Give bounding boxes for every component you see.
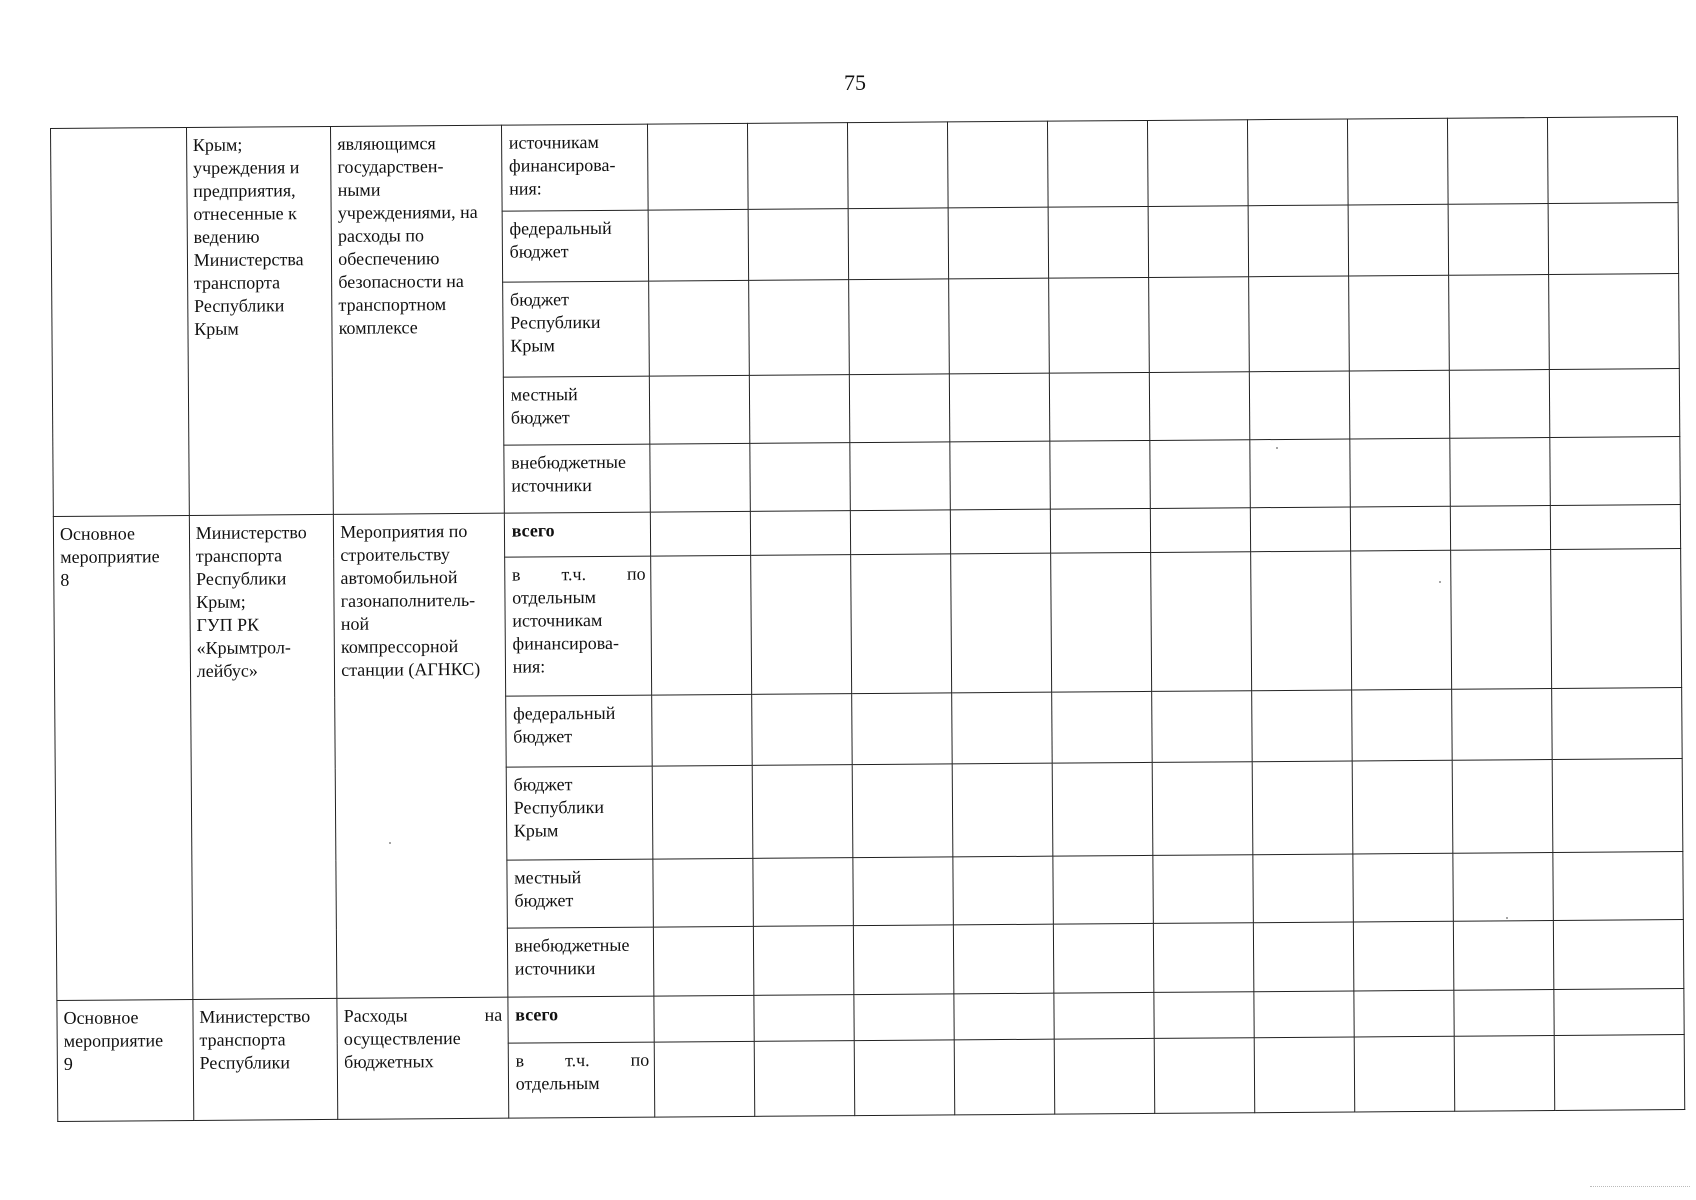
measure-cell [57,999,194,1121]
cell-text-line: газонаполнитель- [340,590,476,612]
cell-text-line: всего [515,1003,559,1025]
amount-cell [1550,505,1681,550]
funding-source-cell [501,124,648,211]
amount-cell [1053,924,1153,993]
amount-cell [1049,277,1150,373]
amount-cell [848,122,949,209]
amount-cell [851,554,952,694]
amount-cell [1149,371,1249,440]
amount-cell [1450,550,1551,690]
amount-cell [750,374,850,443]
measure-cell [53,516,192,1000]
cell-text-line: мероприятие [60,546,160,568]
amount-cell [1147,120,1248,207]
amount-cell [1052,692,1152,763]
amount-cell [1549,436,1680,505]
cell-text-line: бюджет [509,241,569,262]
description-cell [331,125,504,515]
cell-text-line: лейбус» [196,660,258,682]
amount-cell [1048,206,1148,277]
amount-cell [748,123,849,210]
amount-cell [651,556,752,696]
amount-cell [1448,274,1549,370]
amount-cell [1254,991,1354,1038]
cell-text-line: компрессорной [340,636,459,658]
amount-cell [1347,118,1448,205]
amount-cell [1153,854,1253,923]
amount-cell [854,925,954,994]
cell-text-line: внебюджетные [514,934,630,956]
amount-cell [948,121,1049,208]
amount-cell [1154,1038,1254,1114]
description-cell [337,997,508,1120]
amount-cell [851,510,951,555]
amount-cell [751,511,851,556]
amount-cell [754,1041,854,1117]
cell-text-line: строительству [340,544,450,566]
cell-text-line: Основное [59,523,136,545]
cell-text-line: ния: [512,656,546,678]
cell-text-line: бюджетных [343,1050,434,1072]
amount-cell [1350,507,1450,552]
amount-cell [1352,760,1453,853]
amount-cell [753,857,853,926]
amount-cell [949,278,1050,374]
amount-cell [848,208,948,279]
cell-text-line: финансирова- [512,633,620,655]
amount-cell [754,994,854,1041]
cell-text-line: бюджет [513,774,573,795]
amount-cell [1447,118,1548,205]
amount-cell [1548,273,1679,369]
cell-text-line: транспорта [195,545,283,567]
cell-text-line: комплексе [338,317,418,338]
amount-cell [954,1039,1054,1115]
amount-cell [654,927,754,996]
cell-text-line: источникам [508,131,599,153]
amount-cell [1449,369,1549,438]
amount-cell [1050,440,1150,509]
amount-cell [1247,119,1348,206]
amount-cell [952,693,1052,764]
amount-cell [1548,203,1679,275]
cell-text-line: предприятия, [193,180,296,201]
funding-source-cell [504,444,651,513]
amount-cell [1151,552,1252,692]
cell-text-line: федеральный [512,703,616,725]
amount-cell [1252,690,1352,761]
cell-text-line: мероприятие [63,1029,164,1051]
amount-cell [950,441,1050,510]
amount-cell [1251,551,1352,691]
amount-cell [1551,688,1682,760]
cell-text-line: государствен- [337,156,444,177]
page-number: 75 [844,70,866,95]
amount-cell [650,443,750,512]
amount-cell [653,858,753,927]
amount-cell [854,1040,954,1116]
amount-cell [751,555,852,695]
amount-cell [752,694,852,765]
cell-text-line: в т.ч. по [515,1049,650,1071]
amount-cell [1554,1034,1685,1110]
cell-text-line: ГУП РК [196,614,260,636]
amount-cell [1454,989,1554,1036]
cell-text-line: транспорта [199,1028,286,1050]
cell-text-line: Крым [513,820,559,841]
cell-text-line: транспорта [193,272,281,293]
amount-cell [1354,1036,1454,1112]
amount-cell [1150,440,1250,509]
cell-text-line: Крым [194,318,239,339]
cell-text-line: автомобильной [340,567,458,589]
cell-text-line: Мероприятия по [340,521,468,543]
cell-text-line: Основное [63,1006,139,1028]
amount-cell [1351,690,1451,761]
amount-cell [953,856,1053,925]
amount-cell [951,554,1052,694]
cell-text-line: федеральный [509,217,612,239]
amount-cell [648,209,748,280]
amount-cell [1154,991,1254,1038]
cell-text-line: бюджет [510,406,570,428]
amount-cell [852,764,953,857]
amount-cell [1353,921,1453,990]
amount-cell [749,279,850,375]
responsible-cell [186,126,333,515]
scan-speck [1506,917,1508,919]
amount-cell [1051,553,1152,693]
amount-cell [1348,204,1448,275]
cell-text-line: расходы по [337,225,424,246]
amount-cell [1054,1038,1154,1114]
cell-text-line: безопасности на [338,270,464,292]
funding-source-cell [507,859,654,928]
cell-text-line: источники [511,474,592,496]
amount-cell [653,765,754,858]
cell-text-line: 8 [60,570,70,591]
amount-cell [1049,372,1149,441]
amount-cell [1552,851,1683,920]
funding-source-cell [508,1042,655,1118]
cell-text-line: отнесенные к [193,203,297,224]
amount-cell [1353,853,1453,922]
amount-cell [1453,921,1553,990]
measure-cell [51,128,190,517]
amount-cell [1553,920,1684,989]
amount-cell [648,123,749,210]
cell-text-line: бюджет [514,889,574,911]
amount-cell [1549,368,1680,437]
cell-text-line: ной [340,614,370,635]
amount-cell [654,995,754,1042]
cell-text-line: являющимся [337,133,436,154]
amount-cell [954,993,1054,1040]
table-row [51,117,1679,215]
scan-speck [389,842,391,844]
amount-cell [852,693,952,764]
scan-speck [1276,447,1278,449]
cell-text-line: местный [510,383,578,405]
amount-cell [1248,276,1349,372]
amount-cell [750,443,850,512]
responsible-cell [189,515,337,999]
amount-cell [1250,507,1350,552]
funding-source-cell [507,927,654,996]
amount-cell [1148,206,1248,277]
cell-text-line: ния: [509,178,542,199]
amount-cell [948,207,1048,278]
cell-text-line: транспортном [338,294,447,315]
financing-table [50,116,1685,1122]
amount-cell [1450,437,1550,506]
amount-cell [1249,371,1349,440]
amount-cell [1452,760,1553,853]
cell-text-line: Министерство [195,522,307,544]
amount-cell [1054,992,1154,1039]
funding-source-cell [506,766,653,860]
amount-cell [1350,438,1450,507]
amount-cell [1253,854,1353,923]
cell-text-line: Республики [199,1051,290,1073]
amount-cell [1252,761,1353,854]
cell-text-line: всего [511,520,555,541]
amount-cell [1553,988,1684,1035]
amount-cell [1547,117,1678,204]
amount-cell [1350,551,1451,691]
amount-cell [953,924,1053,993]
cell-text-line: источники [514,958,596,979]
amount-cell [651,512,751,557]
cell-text-line: местный [514,866,582,888]
amount-cell [950,510,1050,555]
scan-speck [1439,581,1441,583]
cell-text-line: Министерство [199,1005,311,1027]
funding-source-cell [504,557,652,697]
cell-text-line: отдельным [512,587,597,609]
cell-text-line: обеспечению [338,248,440,269]
funding-source-cell [503,376,650,445]
cell-text-line: источникам [512,610,603,632]
amount-cell [1550,549,1681,689]
amount-cell [853,857,953,926]
amount-cell [854,993,954,1040]
amount-cell [1048,120,1149,207]
amount-cell [1454,1035,1554,1111]
amount-cell [952,763,1053,856]
cell-text-line: ными [337,179,381,200]
cell-text-line: Крым; [196,591,246,613]
amount-cell [1250,439,1350,508]
cell-text-line: станции (АГНКС) [341,659,481,681]
amount-cell [1348,275,1449,371]
cell-text-line: «Крымтрол- [196,637,291,659]
cell-text-line: Расходы на [343,1004,503,1026]
funding-source-cell [505,696,652,768]
cell-text-line: отдельным [515,1072,600,1094]
cell-text-line: учреждениями, на [337,201,478,223]
amount-cell [1253,922,1353,991]
amount-cell [850,442,950,511]
amount-cell [1349,370,1449,439]
amount-cell [1150,508,1250,553]
amount-cell [850,373,950,442]
amount-cell [1448,204,1548,275]
amount-cell [1354,990,1454,1037]
amount-cell [1149,276,1250,372]
cell-text-line: Республики [513,797,605,818]
cell-text-line: ведению [193,226,260,247]
cell-text-line: бюджет [513,726,573,748]
cell-text-line: Крым; [192,134,243,155]
cell-text-line: Министерства [193,249,304,270]
cell-text-line: Республики [510,311,601,333]
amount-cell [1050,509,1150,554]
amount-cell [752,765,853,858]
amount-cell [652,695,752,766]
funding-source-cell [508,996,655,1043]
amount-cell [748,209,848,280]
amount-cell [1254,1037,1354,1113]
amount-cell [649,280,750,376]
cell-text-line: Республики [195,568,287,590]
amount-cell [1552,759,1683,853]
funding-source-cell [502,281,649,377]
amount-cell [1053,855,1153,924]
funding-source-cell [502,210,649,282]
cell-text-line: в т.ч. по [511,564,646,586]
cell-text-line: Крым [510,334,555,356]
amount-cell [1248,205,1348,276]
cell-text-line: финансирова- [508,154,616,176]
amount-cell [949,373,1049,442]
cell-text-line: бюджет [509,288,569,310]
amount-cell [650,375,750,444]
cell-text-line: внебюджетные [511,451,627,473]
amount-cell [1153,923,1253,992]
description-cell [334,514,508,998]
amount-cell [1450,506,1550,551]
amount-cell [754,926,854,995]
cell-text-line: осуществление [343,1027,461,1049]
table-body [51,117,1685,1122]
amount-cell [1152,691,1252,762]
cell-text-line: Республики [193,295,285,316]
scan-artifact [1590,1186,1690,1188]
amount-cell [849,279,950,375]
funding-source-cell [504,512,651,557]
amount-cell [655,1041,755,1117]
responsible-cell [193,998,338,1120]
amount-cell [1453,852,1553,921]
cell-text-line: 9 [63,1053,73,1074]
cell-text-line: учреждения и [192,157,300,178]
amount-cell [1451,689,1551,760]
amount-cell [1052,763,1153,856]
amount-cell [1152,762,1253,855]
